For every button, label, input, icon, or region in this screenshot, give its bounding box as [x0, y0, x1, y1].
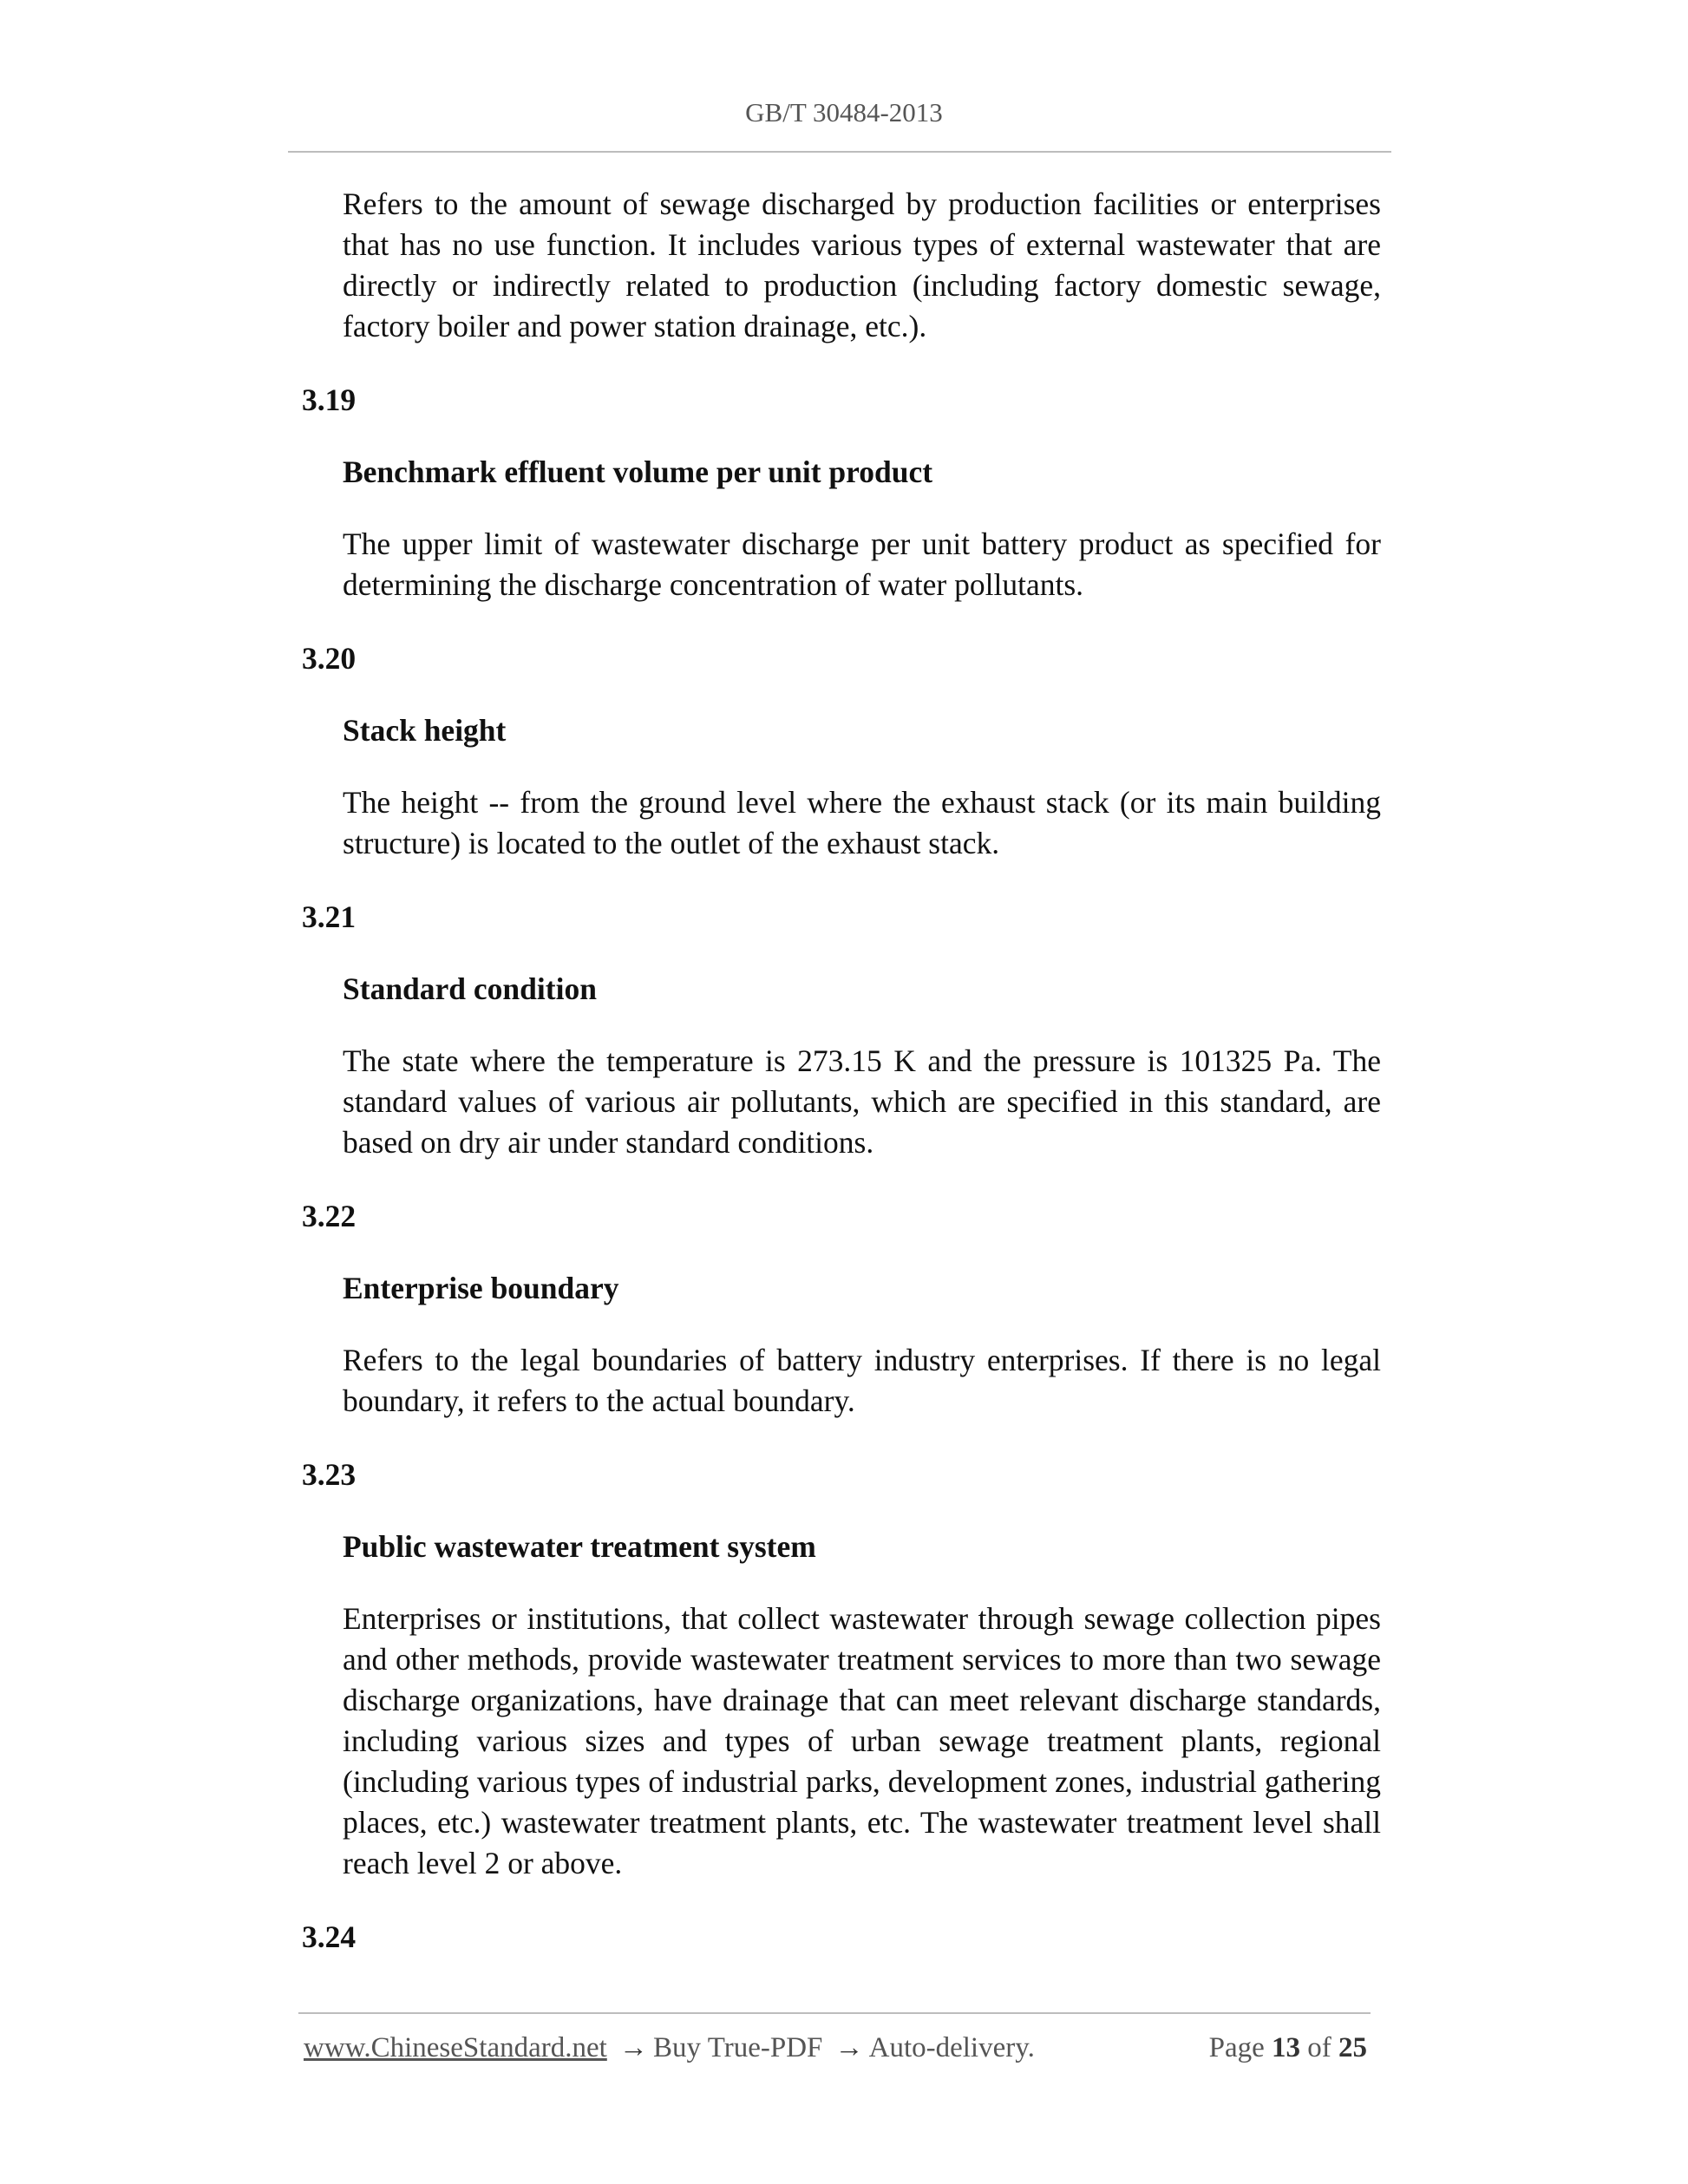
- clause-number: 3.24: [302, 1919, 357, 1954]
- buy-pdf-text: Buy True-PDF: [653, 2032, 823, 2063]
- page-indicator: [1209, 2032, 1367, 2064]
- clause-term: Public wastewater treatment system: [343, 1529, 816, 1564]
- clause-number: 3.22: [302, 1199, 357, 1233]
- site-link[interactable]: www.ChineseStandard.net: [304, 2032, 607, 2063]
- clause-3-21: [302, 897, 1381, 1163]
- clause-number: 3.19: [302, 383, 357, 417]
- clause-number: 3.20: [302, 641, 357, 676]
- clause-term: Stack height: [343, 713, 507, 748]
- footer-divider: [298, 2012, 1371, 2014]
- clause-definition: Refers to the legal boundaries of battery industry enterprises. If there is no legal boundary, it refers to the actual boundary.: [343, 1343, 1381, 1418]
- clause-definition: The upper limit of wastewater discharge per unit battery product as specified for determining the discharge concentration of water pollutants.: [343, 526, 1381, 602]
- clause-3-24: [302, 1917, 1381, 1958]
- clause-term: Benchmark effluent volume per unit product: [343, 454, 933, 489]
- page-current: 13: [1272, 2032, 1300, 2063]
- clause-definition: The state where the temperature is 273.15 K and the pressure is 101325 Pa. The standard values of various air pollutants, which are specified in this standard, are based on dry air under standard conditions.: [343, 1043, 1381, 1160]
- page-total: 25: [1338, 2032, 1367, 2063]
- intro-paragraph: Refers to the amount of sewage discharged by production facilities or enterprises that has no use function. It includes various types of external wastewater that are directly or indirectly related to production (including factory domestic sewage, factory boiler and power station drainage, etc.).: [343, 186, 1381, 343]
- clause-number: 3.23: [302, 1457, 357, 1492]
- clause-3-19: [302, 380, 1381, 605]
- clause-3-22: [302, 1196, 1381, 1422]
- page-label: Page: [1208, 2032, 1265, 2063]
- footer-promo: [304, 2032, 1035, 2064]
- document-body: [302, 184, 1381, 1958]
- arrow-right-icon: →: [619, 2032, 649, 2063]
- clause-definition: Enterprises or institutions, that collect wastewater through sewage collection pipes and other methods, provide wastewater treatment services to more than two sewage discharge organizations, have drainage that can meet relevant discharge standards, including various sizes and types of urban sewage treatment plants, regional (including various types of industrial parks, development zones, industrial gathering places, etc.) wastewater treatment plants, etc. The wastewater treatment level shall reach level 2 or above.: [343, 1601, 1381, 1880]
- header-divider: [288, 151, 1391, 153]
- clause-definition: The height -- from the ground level where the exhaust stack (or its main building structure) is located to the outlet of the exhaust stack.: [343, 785, 1381, 860]
- page-header: [0, 97, 1688, 128]
- document-code: GB/T 30484-2013: [745, 97, 943, 128]
- auto-delivery-text: Auto-delivery.: [868, 2032, 1035, 2063]
- clause-3-23: [302, 1455, 1381, 1884]
- clause-3-20: [302, 638, 1381, 864]
- clause-term: Enterprise boundary: [343, 1271, 619, 1305]
- clause-term: Standard condition: [343, 971, 597, 1006]
- arrow-right-icon: →: [834, 2032, 864, 2063]
- clause-number: 3.21: [302, 899, 357, 934]
- page-of-label: of: [1307, 2032, 1331, 2063]
